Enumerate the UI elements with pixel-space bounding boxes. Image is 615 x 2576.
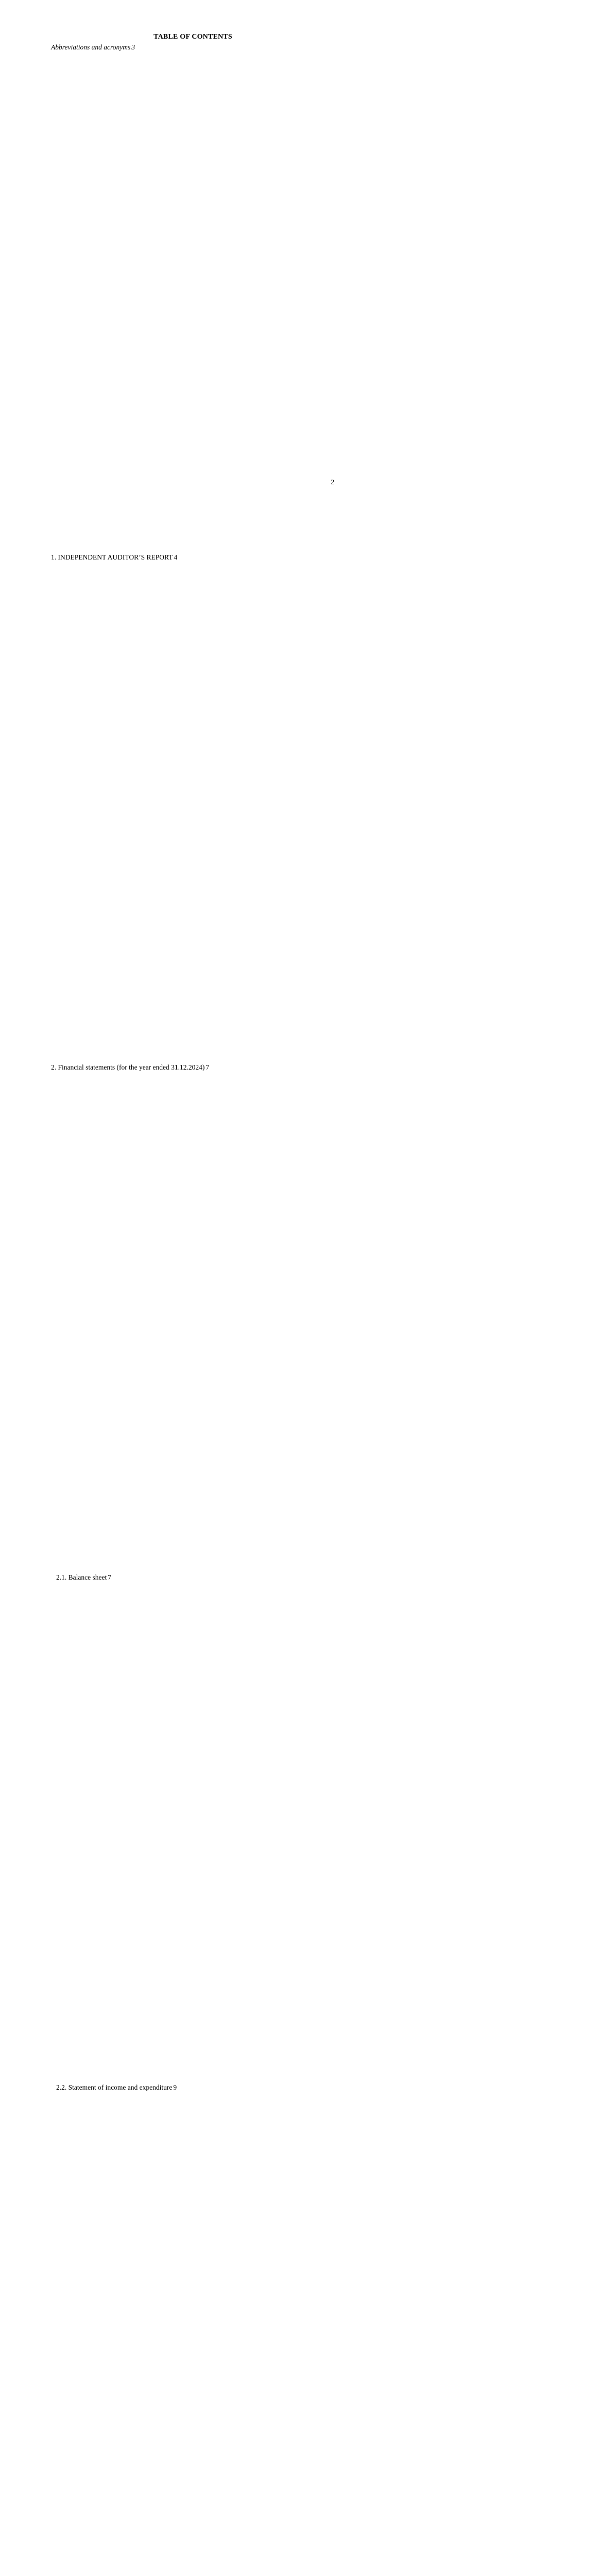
toc-entry-page: 4 — [174, 553, 534, 1063]
toc-title: TABLE OF CONTENTS — [153, 33, 232, 41]
toc-entry[interactable] — [51, 43, 335, 553]
toc-entry-label: 1. INDEPENDENT AUDITOR’S REPORT — [51, 553, 173, 561]
toc-entry[interactable] — [51, 553, 335, 1063]
toc-entry-page: 7 — [108, 1573, 468, 2083]
toc-entry[interactable] — [51, 1063, 335, 1573]
toc-list — [51, 43, 335, 2576]
toc-entry-page: 7 — [206, 1063, 566, 1573]
toc-entry-page: 3 — [131, 43, 492, 553]
toc-entry-label: Abbreviations and acronyms — [51, 43, 131, 51]
toc-entry[interactable] — [51, 1573, 335, 2083]
toc-section — [51, 32, 335, 2576]
toc-entry-label: 2. Financial statements (for the year ended 31.12.2024) — [51, 1063, 205, 1071]
toc-entry-page: 9 — [173, 2083, 534, 2576]
toc-entry[interactable] — [51, 2083, 335, 2576]
toc-entry-label: 2.1. Balance sheet — [56, 1573, 107, 1581]
page-number: 2 — [331, 478, 334, 486]
document-page — [0, 0, 361, 2091]
toc-entry-label: 2.2. Statement of income and expenditure — [56, 2083, 173, 2091]
